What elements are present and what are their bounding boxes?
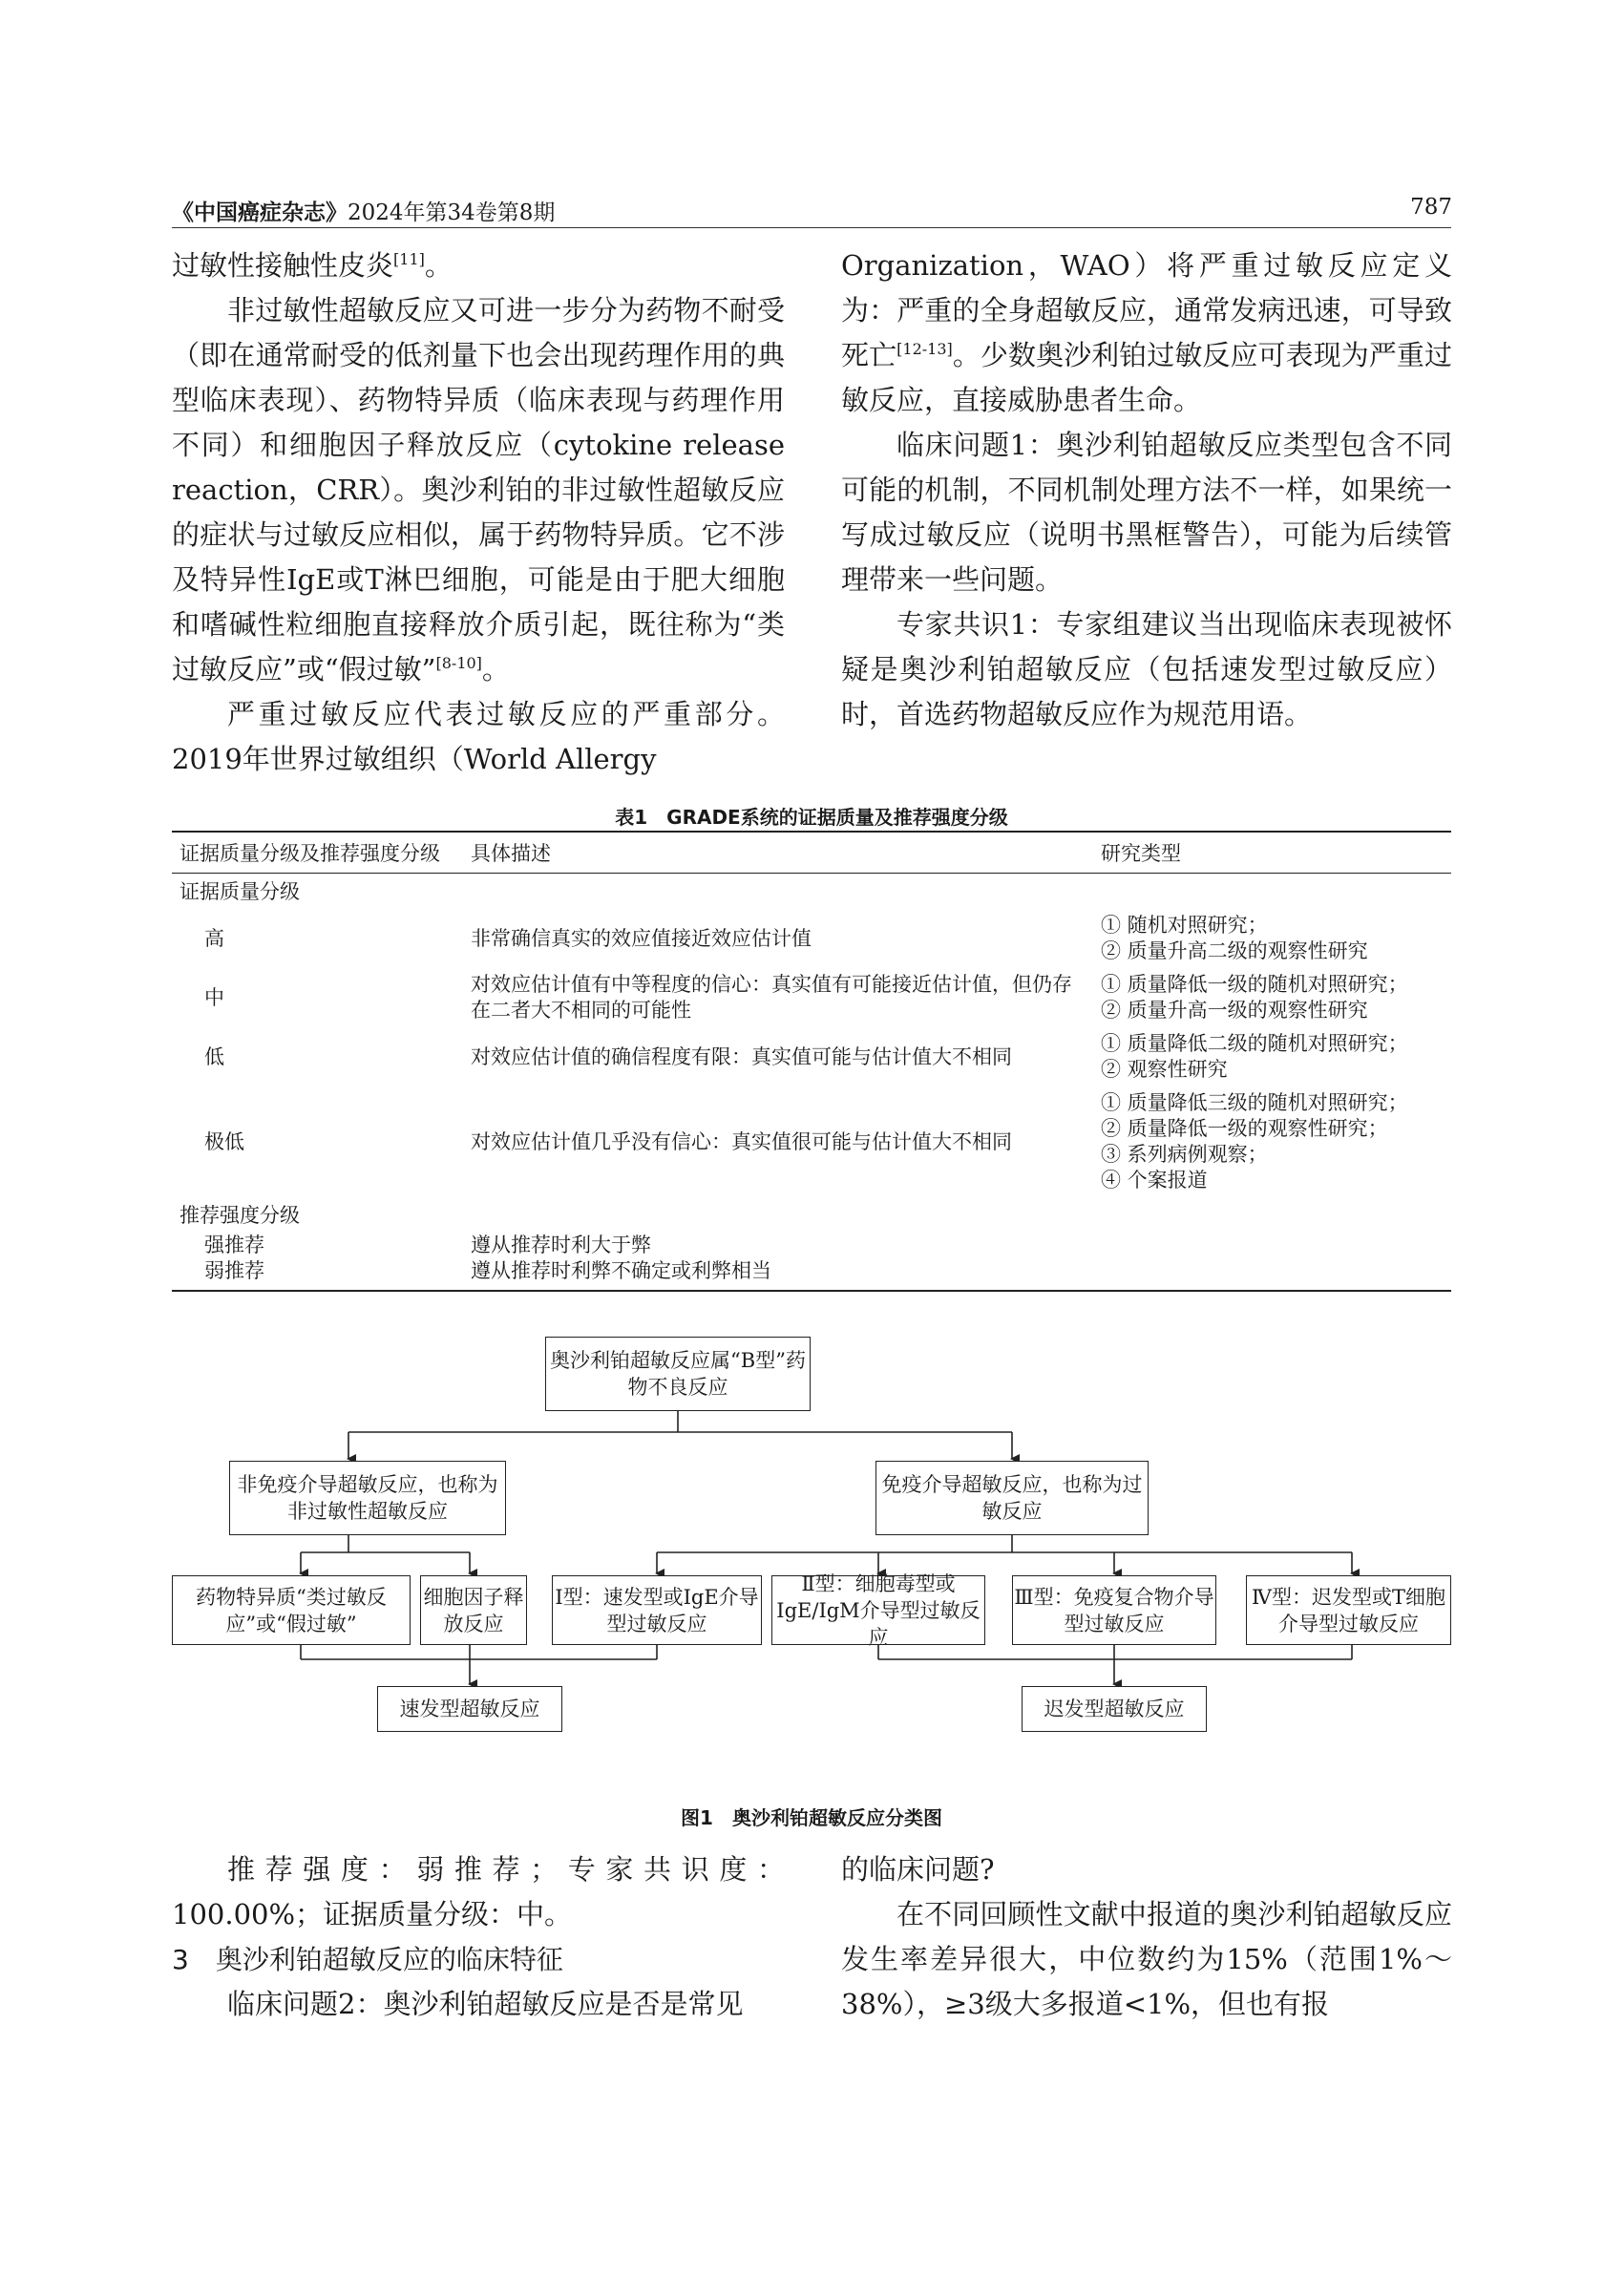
grade-description: 对效应估计值有中等程度的信心：真实值有可能接近估计值，但仍存在二者大不相同的可能性 xyxy=(471,973,1072,1022)
table-header: 证据质量分级及推荐强度分级 xyxy=(172,832,463,874)
table-row xyxy=(172,1086,1451,1197)
left-paragraph-2: 非过敏性超敏反应又可进一步分为药物不耐受（即在通常耐受的低剂量下也会出现药理作用的典型临床表现）、药物特异质（临床表现与药理作用不同）和细胞因子释放反应（cytokine release reaction，CRR）。奥沙利铂的非过敏性超敏反应的症状与过敏反应相似，属于药物特异质。它不涉及特异性IgE或T淋巴细胞，可能是由于肥大细胞和嗜碱性粒细胞直接释放介质引起，既往称为“类过敏反应”或“假过敏”[8-10]。 xyxy=(172,294,785,686)
table-header: 具体描述 xyxy=(463,832,1093,874)
table-title: 表1 GRADE系统的证据质量及推荐强度分级 xyxy=(615,806,1008,829)
classification-flowchart xyxy=(172,1337,1451,1719)
recommendation-level: 强推荐 xyxy=(204,1234,264,1256)
clinical-question-2-cont: 的临床问题? xyxy=(841,1853,995,1886)
grade-description: 非常确信真实的效应值接近效应估计值 xyxy=(471,926,812,950)
study-types: ① 质量降低一级的随机对照研究； ② 质量升高一级的观察性研究 xyxy=(1101,973,1408,1022)
recommendation-description: 遵从推荐时利大于弊 xyxy=(471,1234,651,1256)
citation: [12-13] xyxy=(896,340,953,358)
table-row xyxy=(172,909,1451,968)
grade-level: 高 xyxy=(204,926,224,950)
table-row xyxy=(172,1233,1451,1258)
clinical-question-2: 临床问题2：奥沙利铂超敏反应是否是常见 xyxy=(227,1988,744,2020)
running-header-journal xyxy=(172,195,555,226)
right-paragraph-1: Organization，WAO）将严重过敏反应定义为：严重的全身超敏反应，通常发病迅速，可导致死亡[12-13]。少数奥沙利铂过敏反应可表现为严重过敏反应，直接威胁患者生命。 xyxy=(841,249,1452,416)
journal-name: 《中国癌症杂志》 xyxy=(172,200,348,225)
flowchart-immune: 免疫介导超敏反应，也称为过敏反应 xyxy=(875,1461,1149,1535)
expert-consensus-1: 专家共识1：专家组建议当出现临床表现被怀疑是奥沙利铂超敏反应（包括速发型过敏反应）时，首选药物超敏反应作为规范用语。 xyxy=(841,608,1452,730)
flowchart-leaf: 药物特异质“类过敏反应”或“假过敏” xyxy=(172,1575,411,1645)
study-types: ① 质量降低二级的随机对照研究； ② 观察性研究 xyxy=(1101,1032,1408,1081)
flowchart-delayed: 迟发型超敏反应 xyxy=(1022,1686,1207,1732)
bottom-right-column xyxy=(841,1847,1452,2027)
flowchart-leaf: Ⅲ型：免疫复合物介导型过敏反应 xyxy=(1012,1575,1216,1645)
table-row xyxy=(172,1258,1451,1291)
flowchart-leaf: 细胞因子释放反应 xyxy=(420,1575,527,1645)
recommendation-description: 遵从推荐时利弊不确定或利弊相当 xyxy=(463,1258,1093,1291)
incidence-paragraph: 在不同回顾性文献中报道的奥沙利铂超敏反应发生率差异很大，中位数约为15%（范围1%～38%），≥3级大多报道<1%，但也有报 xyxy=(841,1898,1452,2020)
grade-level: 极低 xyxy=(204,1129,244,1153)
left-paragraph-3: 严重过敏反应代表过敏反应的严重部分。2019年世界过敏组织（World Allergy xyxy=(172,698,785,775)
figure-caption: 图1 奥沙利铂超敏反应分类图 xyxy=(681,1806,942,1829)
grade-description: 对效应估计值几乎没有信心：真实值很可能与估计值大不相同 xyxy=(471,1129,1012,1153)
left-paragraph-1: 过敏性接触性皮炎[11]。 xyxy=(172,249,453,282)
grade-table xyxy=(172,831,1451,1292)
flowchart-leaf: Ⅱ型：细胞毒型或IgE/IgM介导型过敏反应 xyxy=(771,1575,985,1645)
header-rule xyxy=(172,227,1451,228)
table-section-label: 推荐强度分级 xyxy=(179,1204,300,1227)
grade-level: 低 xyxy=(204,1044,224,1068)
table-section-row xyxy=(172,1197,1451,1233)
table-header-row xyxy=(172,832,1451,874)
study-types: ① 随机对照研究； ② 质量升高二级的观察性研究 xyxy=(1101,914,1368,962)
section-heading: 3 奥沙利铂超敏反应的临床特征 xyxy=(172,1944,563,1975)
flowchart-immediate: 速发型超敏反应 xyxy=(377,1686,562,1732)
table-row xyxy=(172,1027,1451,1086)
table-section-row xyxy=(172,874,1451,910)
left-column xyxy=(172,243,785,782)
journal-issue: 2024年第34卷第8期 xyxy=(348,200,556,225)
page-number: 787 xyxy=(1410,195,1452,220)
table-header: 研究类型 xyxy=(1093,832,1451,874)
recommendation-summary: 推荐强度：弱推荐；专家共识度：100.00%；证据质量分级：中。 xyxy=(172,1853,785,1930)
recommendation-level: 弱推荐 xyxy=(172,1258,463,1291)
grade-description: 对效应估计值的确信程度有限：真实值可能与估计值大不相同 xyxy=(471,1044,1012,1068)
table-section-label: 证据质量分级 xyxy=(179,880,300,903)
citation: [11] xyxy=(393,250,425,268)
table-row xyxy=(172,968,1451,1027)
citation: [8-10] xyxy=(435,654,482,672)
clinical-question-1: 临床问题1：奥沙利铂超敏反应类型包含不同可能的机制，不同机制处理方法不一样，如果统一写成过敏反应（说明书黑框警告），可能为后续管理带来一些问题。 xyxy=(841,429,1452,596)
right-column xyxy=(841,243,1452,737)
flowchart-leaf: Ⅳ型：迟发型或T细胞介导型过敏反应 xyxy=(1246,1575,1451,1645)
grade-level: 中 xyxy=(204,985,224,1009)
flowchart-root: 奥沙利铂超敏反应属“B型”药物不良反应 xyxy=(545,1337,811,1411)
study-types: ① 质量降低三级的随机对照研究； ② 质量降低一级的观察性研究； ③ 系列病例观察； ④ 个案报道 xyxy=(1101,1091,1408,1192)
bottom-left-column xyxy=(172,1847,785,2027)
flowchart-non-immune: 非免疫介导超敏反应，也称为非过敏性超敏反应 xyxy=(229,1461,506,1535)
flowchart-leaf: Ⅰ型：速发型或IgE介导型过敏反应 xyxy=(552,1575,762,1645)
